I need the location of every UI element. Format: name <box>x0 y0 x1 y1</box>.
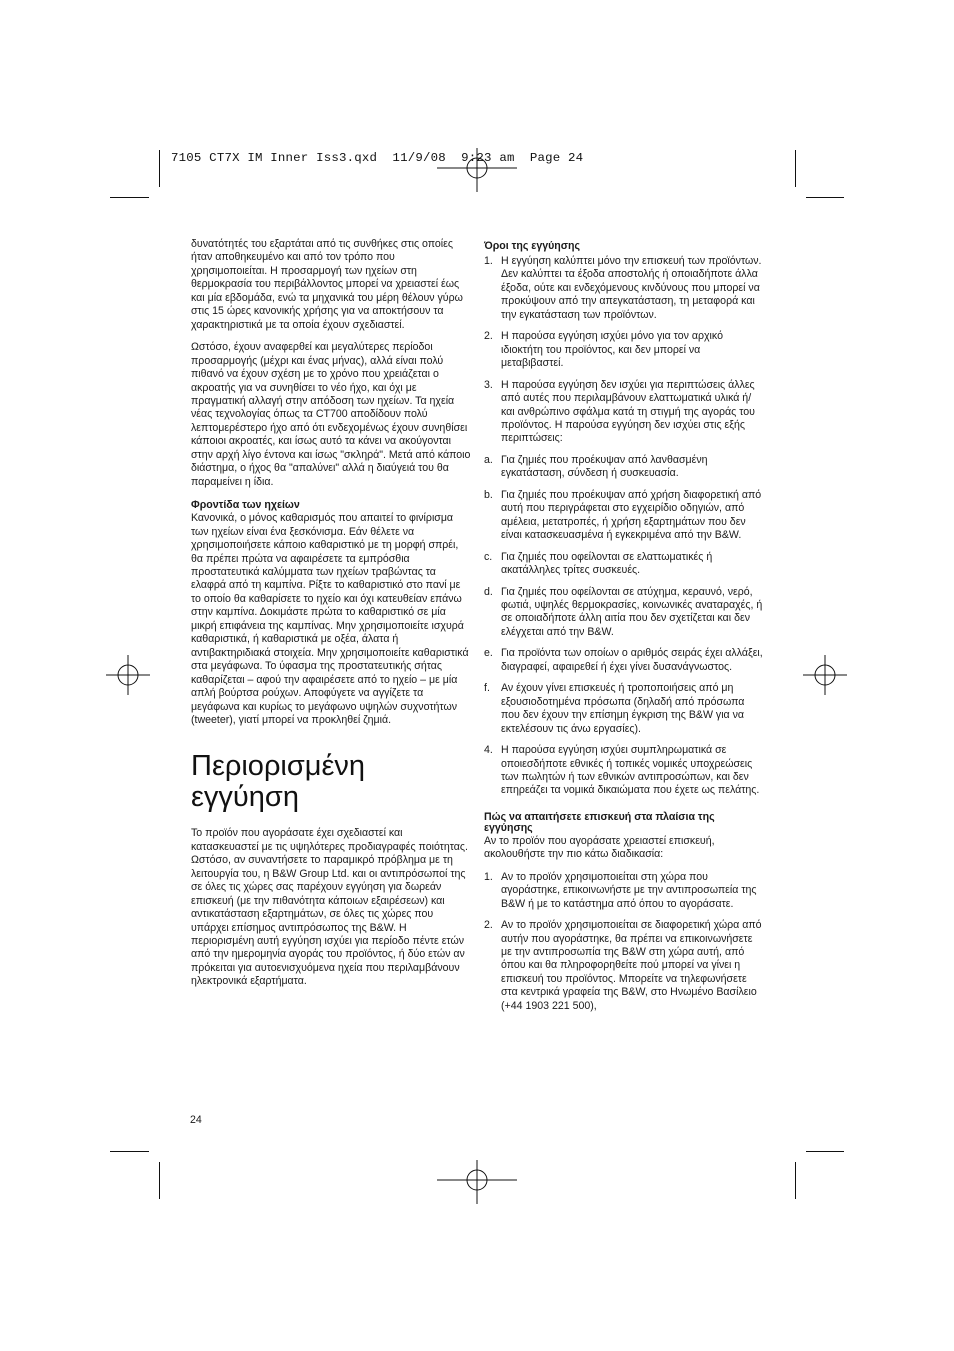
crop-mark <box>159 150 160 187</box>
file-slug: 7105 CT7X IM Inner Iss3.qxd 11/9/08 9:23 am Page 24 <box>171 151 584 165</box>
list-item: 2. Αν το προϊόν χρησιμοποιείται σε διαφορετική χώρα από αυτήν που αγοράστηκε, θα πρέπει να επικοινωνήσετε με την αντιπροσωπία της B&W στη χώρα αυτή, από όπου και θα πληροφορηθείτε πού μπορεί να γίνει η επισκευή του προϊόντος. Μπορείτε να τηλεφωνήσετε στα κεντρικά γραφεία της B&W, στο Ηνωμένο Βασίλειο (+44 1903 221 500), <box>484 919 762 1012</box>
repair-steps <box>484 871 764 1014</box>
list-item: 3. Η παρούσα εγγύηση δεν ισχύει για περιπτώσεις άλλες από αυτές που περιλαμβάνουν ελαττωματικά υλικά ή/και ανθρώπινο σφάλμα κατά τη στιγμή της αγοράς του προϊόντος. Η παρούσα εγγύηση δεν ισχύει στις εξής περιπτώσεις: <box>484 378 755 445</box>
repair-intro: Αν το προϊόν που αγοράσατε χρειαστεί επισκευή, ακολουθήστε την πιο κάτω διαδικασία: <box>484 834 715 861</box>
terms-list <box>484 255 764 798</box>
care-text: Κανονικά, ο μόνος καθαρισμός που απαιτεί το φινίρισμα των ηχείων είναι ένα ξεσκόνισμα. Εάν θέλετε να χρησιμοποιήσετε κάποιο καθαριστικό με τη μορφή σπρέι, θα πρέπει πρώτα να αφαιρέσετε τα εμπρόσθια προστατευτικά καλύμματα των ηχείων τραβώντας τα ελαφρά από τη καμπίνα. Ρίξτε το καθαριστικό στο πανί με το οποίο θα καθαρίσετε το ηχείο και όχι κατευθείαν επάνω στην καμπίνα. Δοκιμάστε πρώτα το καθαριστικό σε μία μικρή επιφάνεια της καμπίνας. Μην χρησιμοποιείτε ισχυρά καθαριστικά, ή καθαριστικά με οξέα, άλατα ή αντιβακτηριδιακά στοιχεία. Μην χρησιμοποιείτε καθαριστικά στα μεγάφωνα. Το ύφασμα της προστατευτικής σήτας καθαρίζεται – αφού την αφαιρέσετε από το ηχείο – με μία απλή βούρτσα ρούχων. Αποφύγετε να αγγίζετε τα μεγάφωνα και κυρίως το μεγάφωνο υψηλών συχνοτήτων (tweeter), γιατί μπορεί να προκληθεί ζημιά. <box>191 512 469 726</box>
break-in-paragraph-2: Ωστόσο, έχουν αναφερθεί και μεγαλύτερες περίοδοι προσαρμογής (μέχρι και ένας μήνας), αλλά είναι πολύ πιθανό να έχουν σχέση με το χρόνο που χρειάζεται ο ακροατής για να συνηθίσει το νέο ήχο, και όχι με πραγματική αλλαγή στην απόδοση των ηχείων. Τα ηχεία νέας τεχνολογίας όπως τα CT700 αποδίδουν πολύ λεπτομερέστερο ήχο από ότι ενδεχομένως έχουν συνηθίσει κάποιοι ακροατές, και ίσως αυτό τα κάνει να ακούγονται στην αρχή λίγο έντονα και ίσως "σκληρά". Μετά από κάποιο διάστημα, ο ήχος θα "απαλύνει" αλλά η διαύγειά του θα παραμείνει η ίδια. <box>191 341 471 488</box>
list-item: a. Για ζημιές που προέκυψαν από λανθασμένη εγκατάσταση, σύνδεση ή συσκευασία. <box>484 453 708 480</box>
page-number: 24 <box>190 1114 202 1126</box>
warranty-text: Το προϊόν που αγοράσατε έχει σχεδιαστεί και κατασκευαστεί με τις υψηλότερες προδιαγραφές ποιότητας. Ωστόσο, αν συναντήσετε το παραμικρό πρόβλημα με τη λειτουργία του, η B&W Group Ltd. και οι αντιπρόσωποί της σε όλες τις χώρες σας παρέχουν εγγύηση για δωρεάν επισκευή (με την πιθανότητα κάποιων εξαιρέσεων) και αντικατάσταση εξαρτημάτων, σε όλες τις χώρες που υπάρχει επίσημος αντιπρόσωπος της B&W. Η περιορισμένη αυτή εγγύηση ισχύει για περίοδο πέντε ετών από την ημερομηνία αγοράς του προϊόντος, ή δύο ετών αν πρόκειται για αυτοενισχυόμενα ηχεία που περιλαμβάνουν ηλεκτρονικά εξαρτήματα. <box>191 827 468 988</box>
registration-mark-left <box>106 655 150 695</box>
registration-mark-top <box>437 148 517 192</box>
list-item: c. Για ζημιές που οφείλονται σε ελαττωματικές ή ακατάλληλες τρίτες συσκευές. <box>484 550 713 577</box>
crop-mark <box>806 1151 844 1152</box>
registration-mark-right <box>803 655 847 695</box>
crop-mark <box>110 197 149 198</box>
crop-mark <box>159 1162 160 1199</box>
crop-mark <box>806 197 844 198</box>
terms-heading: Όροι της εγγύησης <box>484 240 580 252</box>
list-item: 1. Η εγγύηση καλύπτει μόνο την επισκευή των προϊόντων. Δεν καλύπτει τα έξοδα αποστολής ή οποιαδήποτε άλλα έξοδα, ούτε και ενδεχόμενους κινδύνους που μπορεί να προκύψουν από την απεγκατάσταση, τη μεταφορά και την εγκατάσταση των προϊόντων. <box>484 255 762 321</box>
list-item: 2. Η παρούσα εγγύηση ισχύει μόνο για τον αρχικό ιδιοκτήτη του προϊόντος, και δεν μπορεί να μεταβιβαστεί. <box>484 330 723 370</box>
list-item: b. Για ζημιές που προέκυψαν από χρήση διαφορετική από αυτή που περιγράφεται στο εγχειρίδιο οδηγιών, από αμέλεια, μετατροπές, ή χρήση εξαρτημάτων που δεν είναι κατασκευασμένα ή εγκεκριμένα από την B&W. <box>484 488 762 542</box>
warranty-title <box>191 751 471 813</box>
warranty-title-line-1: Περιορισμένη <box>191 750 366 783</box>
right-column <box>484 240 764 1022</box>
list-item: e. Για προϊόντα των οποίων ο αριθμός σειράς έχει αλλάξει, διαγραφεί, αφαιρεθεί ή έχει γίνει δυσανάγνωστος. <box>484 647 763 673</box>
repair-heading: Πώς να απαιτήσετε επισκευή στα πλαίσια της εγγύησης <box>484 810 715 834</box>
care-heading: Φροντίδα των ηχείων <box>191 499 300 512</box>
list-item: f. Αν έχουν γίνει επισκευές ή τροποποιήσεις από μη εξουσιοδοτημένα πρόσωπα (δηλαδή από πρόσωπα που δεν έχουν την επίσημη έγκριση της B&W για να εκτελέσουν τις άνω εργασίες). <box>484 682 745 735</box>
registration-mark-bottom <box>437 1160 517 1204</box>
crop-mark <box>110 1151 149 1152</box>
crop-mark <box>795 1162 796 1199</box>
crop-mark <box>795 150 796 187</box>
left-column <box>191 238 471 998</box>
list-item: d. Για ζημιές που οφείλονται σε ατύχημα, κεραυνό, νερό, φωτιά, υψηλές θερμοκρασίες, κοινωνικές αναταραχές, ή σε οποιαδήποτε άλλη αιτία που δεν σχετίζεται και δεν ελέγχεται από την B&W. <box>484 585 763 638</box>
warranty-title-line-2: εγγύηση <box>191 781 299 814</box>
break-in-paragraph: δυνατότητές του εξαρτάται από τις συνθήκες στις οποίες ήταν αποθηκευμένο και από τον τρόπο που χρησιμοποιείται. Η προσαρμογή των ηχείων στη θερμοκρασία του περιβάλλοντος μπορεί να χρειαστεί έως και μία εβδομάδα, ενώ τα μηχανικά του μέρη θέλουν γύρω στις 15 ώρες κανονικής χρήσης για να αποκτήσουν τα χαρακτηριστικά με τα οποία έχουν σχεδιαστεί. <box>191 238 463 331</box>
list-item: 4. Η παρούσα εγγύηση ισχύει συμπληρωματικά σε οποιεσδήποτε εθνικές ή τοπικές νομικές υποχρεώσεις των πωλητών ή των εθνικών αντιπροσώπων, και δεν επηρεάζει τα νομικά δικαιώματα που έχετε ως πελάτης. <box>484 744 760 797</box>
list-item: 1. Αν το προϊόν χρησιμοποιείται στη χώρα που αγοράστηκε, επικοινωνήστε με την αντιπροσωπεία της B&W ή με το κατάστημα από όπου το αγοράσατε. <box>484 870 757 910</box>
